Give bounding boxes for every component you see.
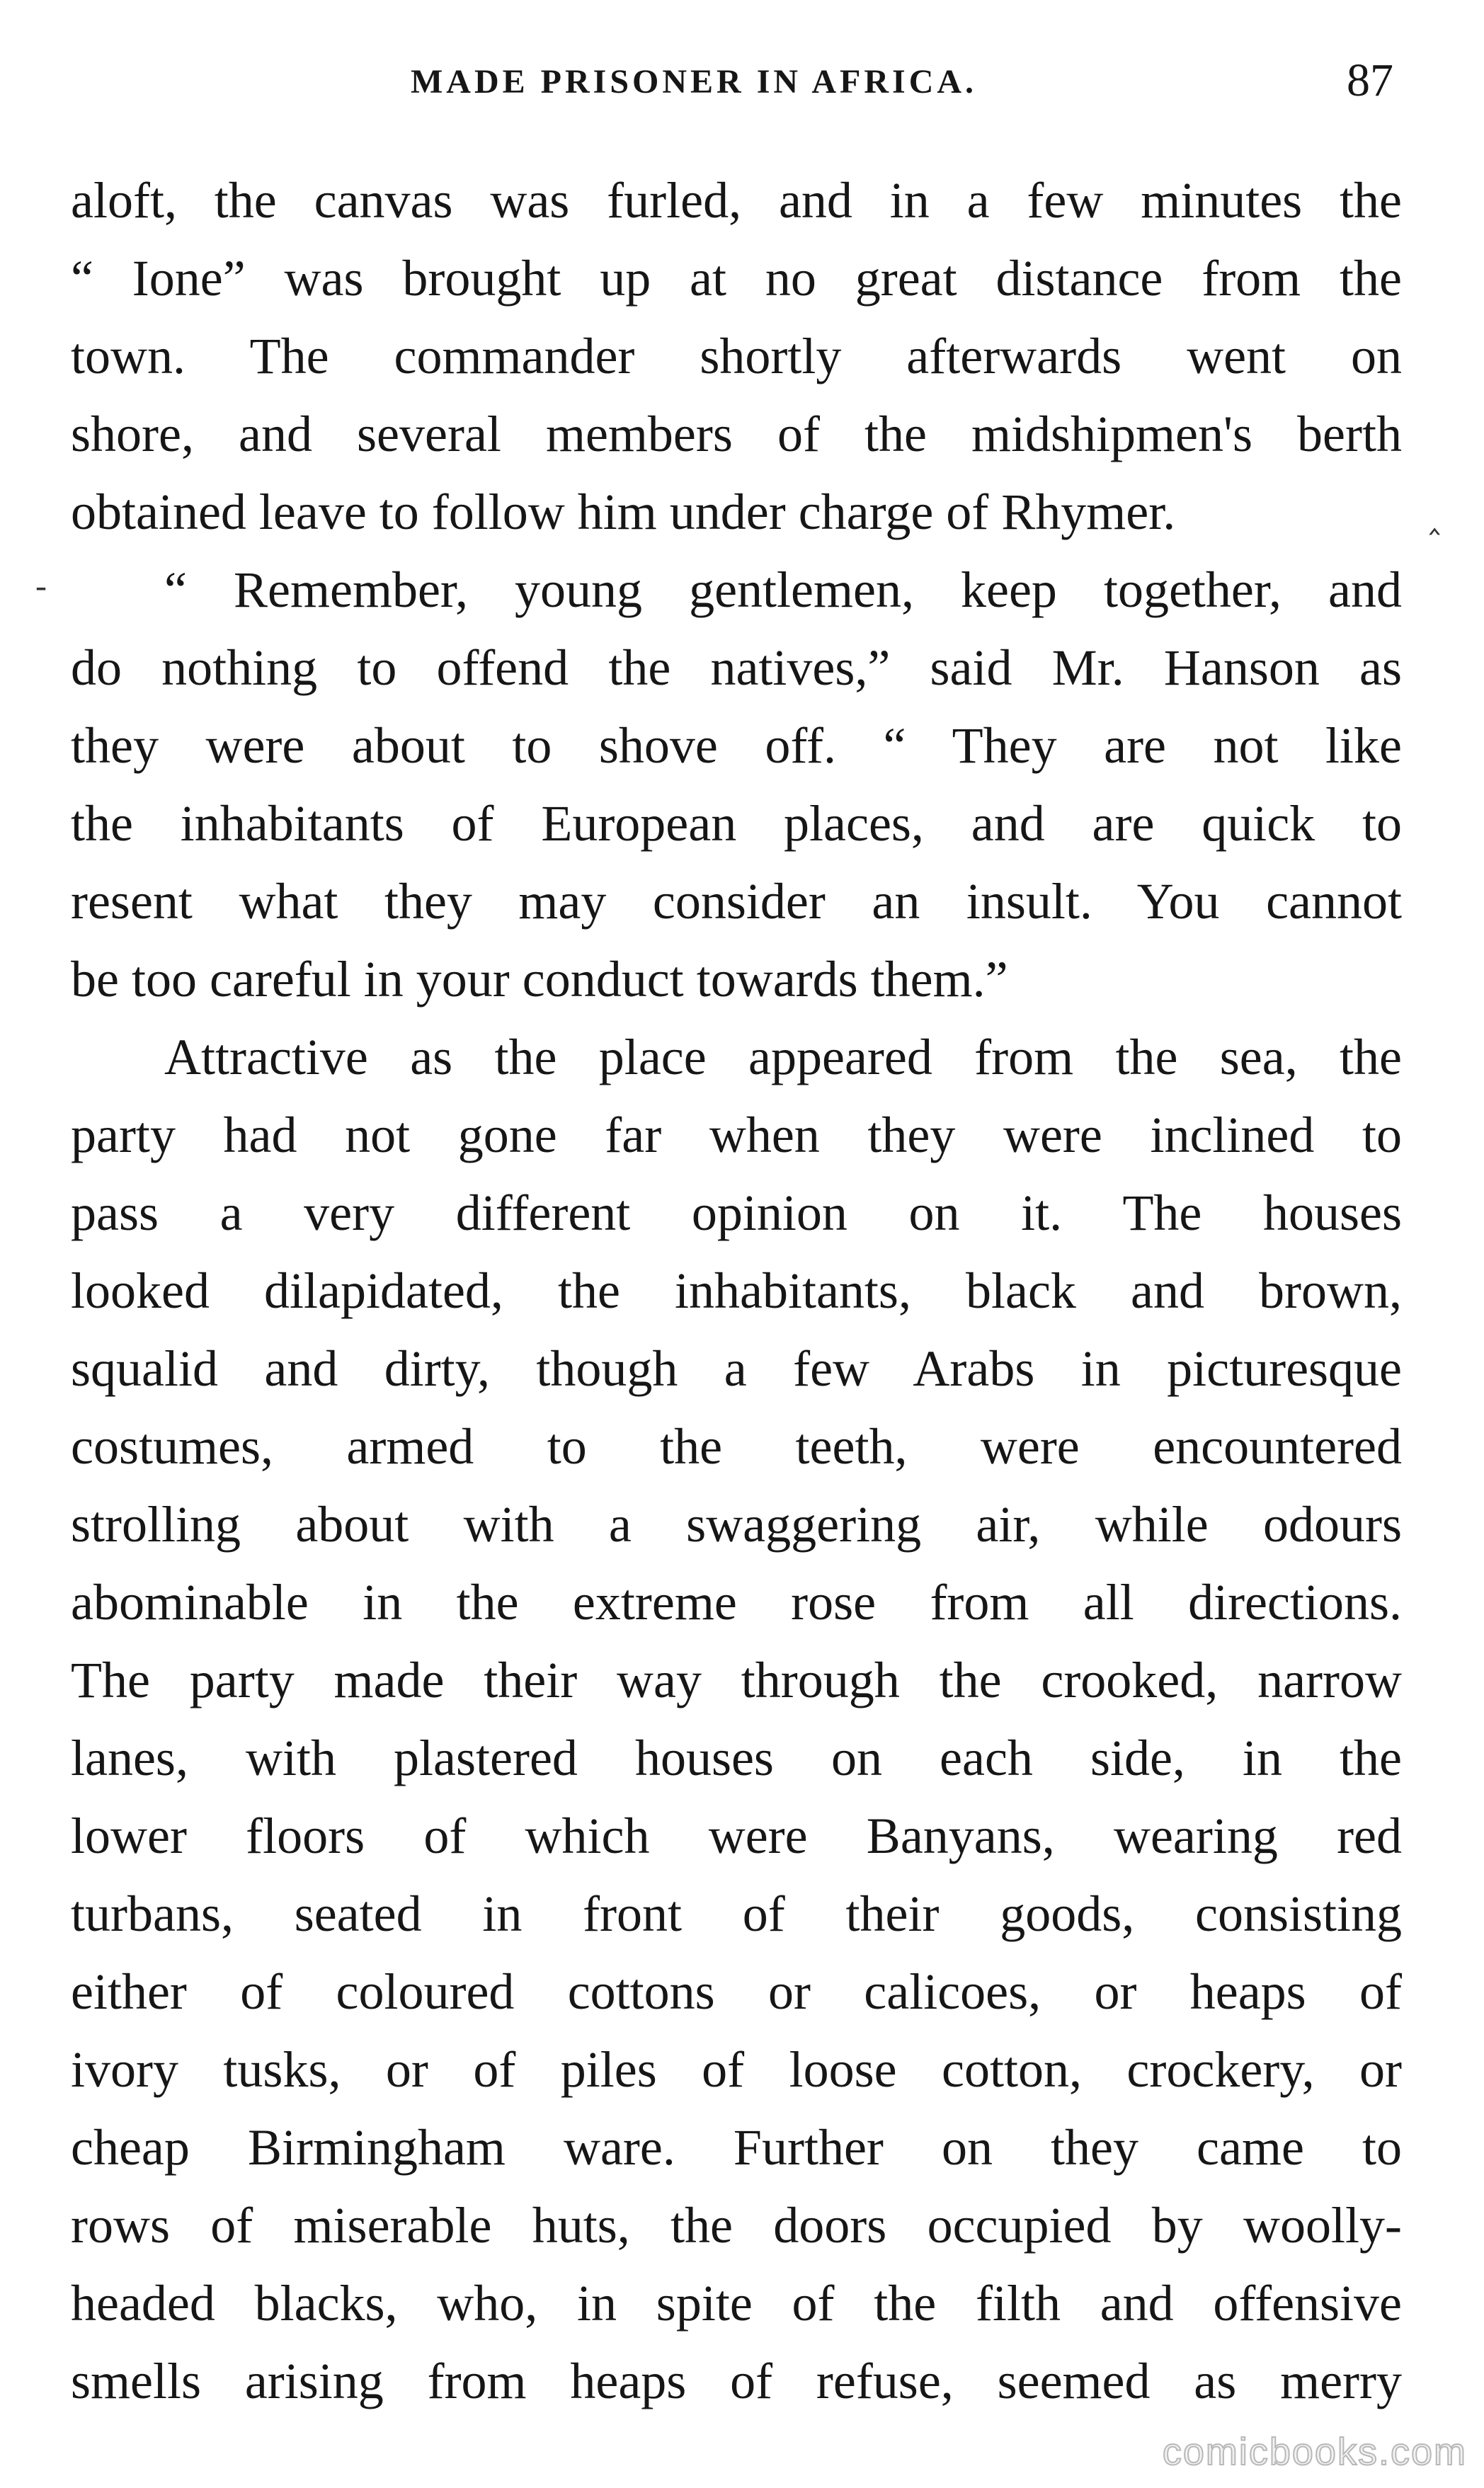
text-line: The party made their way through the crooked, narrow (71, 1652, 1402, 1708)
text-line: resent what they may consider an insult. You cannot (71, 873, 1402, 930)
text-line: smells arising from heaps of refuse, seemed as merry (71, 2353, 1402, 2409)
text-line: party had not gone far when they were inclined to (71, 1107, 1402, 1163)
text-line: obtained leave to follow him under charge of Rhymer. (71, 484, 1176, 540)
text-line: rows of miserable huts, the doors occupied by woolly- (71, 2197, 1402, 2254)
text-line: squalid and dirty, though a few Arabs in picturesque (71, 1340, 1402, 1397)
text-line: shore, and several members of the midshipmen's berth (71, 406, 1402, 462)
text-line: lanes, with plastered houses on each side, in the (71, 1730, 1402, 1786)
text-line: strolling about with a swaggering air, while odours (71, 1496, 1402, 1553)
text-line: lower floors of which were Banyans, wearing red (71, 1808, 1402, 1864)
text-line: Attractive as the place appeared from the sea, the (164, 1029, 1402, 1085)
margin-mark-right: ‸ (1429, 497, 1441, 535)
running-head: MADE PRISONER IN AFRICA. (411, 63, 978, 101)
text-line: abominable in the extreme rose from all directions. (71, 1574, 1402, 1631)
body-text (71, 161, 1402, 2420)
text-line: “ Remember, young gentlemen, keep together, and (164, 561, 1402, 618)
text-line: cheap Birmingham ware. Further on they came to (71, 2119, 1402, 2176)
text-line: “ Ione” was brought up at no great distance from the (71, 250, 1402, 307)
text-line: the inhabitants of European places, and are quick to (71, 795, 1402, 852)
text-line: either of coloured cottons or calicoes, or heaps of (71, 1963, 1402, 2020)
text-line: pass a very different opinion on it. The houses (71, 1185, 1402, 1241)
text-line: be too careful in your conduct towards them.” (71, 951, 1008, 1008)
text-line: looked dilapidated, the inhabitants, black and brown, (71, 1262, 1402, 1319)
text-line: headed blacks, who, in spite of the filth and offensive (71, 2275, 1402, 2332)
text-line: they were about to shove off. “ They are not like (71, 717, 1402, 774)
text-line: town. The commander shortly afterwards went on (71, 328, 1402, 384)
watermark: comicbooks.com (1162, 2431, 1467, 2473)
margin-mark-left: - (35, 567, 47, 605)
text-line: turbans, seated in front of their goods, consisting (71, 1885, 1402, 1942)
text-line: aloft, the canvas was furled, and in a few minutes the (71, 172, 1402, 229)
text-line: do nothing to offend the natives,” said Mr. Hanson as (71, 639, 1402, 696)
page-number: 87 (1347, 55, 1393, 106)
text-line: costumes, armed to the teeth, were encountered (71, 1418, 1402, 1475)
text-line: ivory tusks, or of piles of loose cotton, crockery, or (71, 2041, 1402, 2098)
